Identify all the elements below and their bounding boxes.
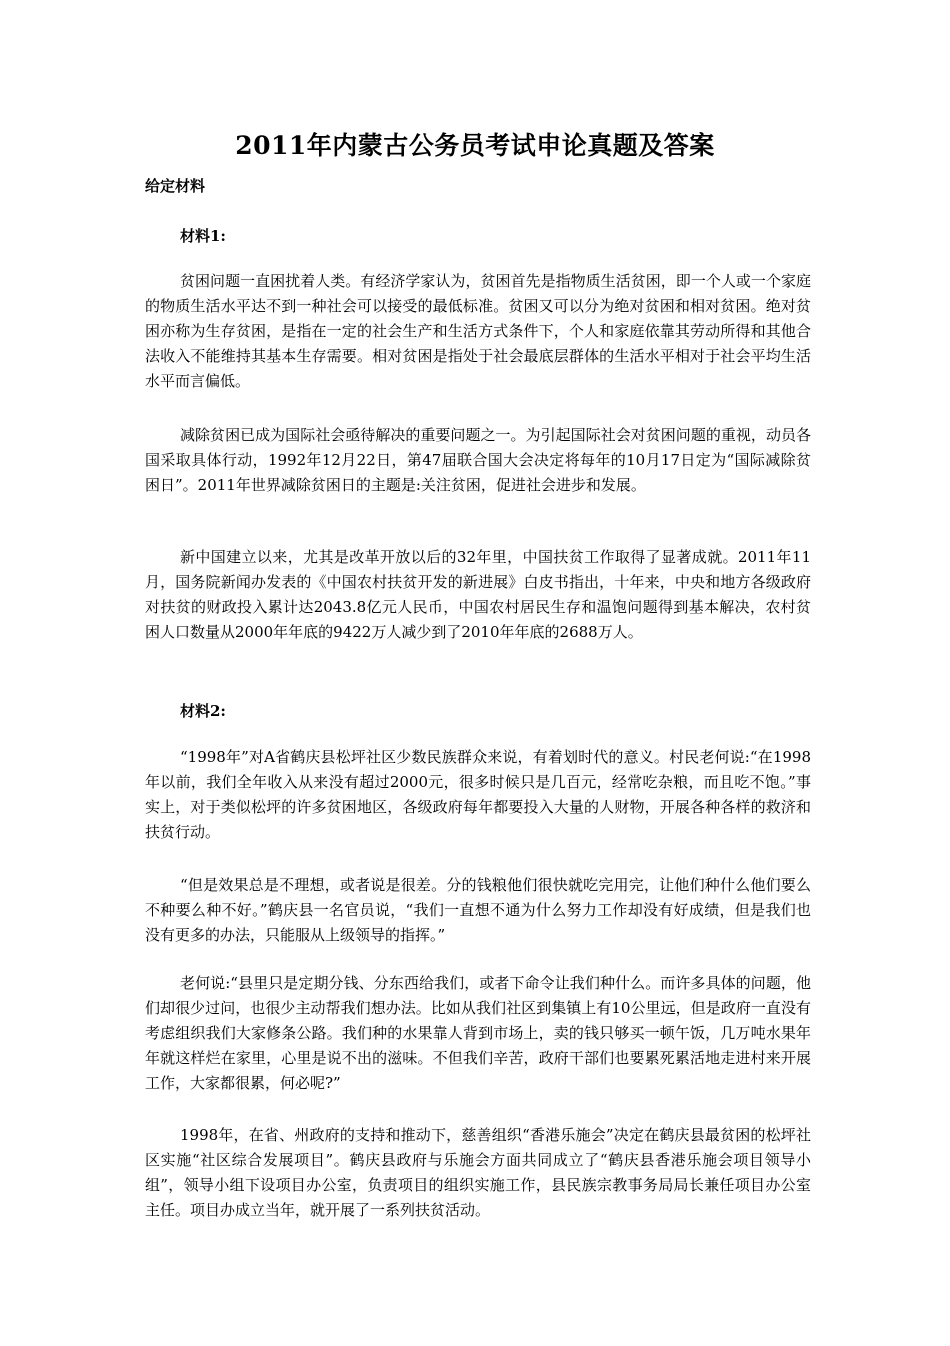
section-label-given-materials: 给定材料 xyxy=(145,177,206,195)
material-1-paragraph-3: 新中国建立以来，尤其是改革开放以后的32年里，中国扶贫工作取得了显著成就。2011年11月，国务院新闻办发表的《中国农村扶贫开发的新进展》白皮书指出，十年来，中央和地方各级政府对扶贫的财政投入累计达2043.8亿元人民币，中国农村居民生存和温饱问题得到基本解决，农村贫困人口数量从2000年年底的9422万人减少到了2010年年底的2688万人。 xyxy=(145,548,811,641)
material-1-paragraph-2: 减除贫困已成为国际社会亟待解决的重要问题之一。为引起国际社会对贫困问题的重视，动员各国采取具体行动，1992年12月22日，第47届联合国大会决定将每年的10月17日定为“国际减除贫困日”。2011年世界减除贫困日的主题是:关注贫困，促进社会进步和发展。 xyxy=(145,426,811,494)
material-1-label: 材料1: xyxy=(180,227,226,245)
material-2-paragraph-4: 1998年，在省、州政府的支持和推动下，慈善组织“香港乐施会”决定在鹤庆县最贫困的松坪社区实施“社区综合发展项目”。鹤庆县政府与乐施会方面共同成立了“鹤庆县香港乐施会项目领导小组”，领导小组下设项目办公室，负责项目的组织实施工作，县民族宗教事务局局长兼任项目办公室主任。项目办成立当年，就开展了一系列扶贫活动。 xyxy=(145,1126,811,1219)
material-1-paragraph-1: 贫困问题一直困扰着人类。有经济学家认为，贫困首先是指物质生活贫困，即一个人或一个家庭的物质生活水平达不到一种社会可以接受的最低标准。贫困又可以分为绝对贫困和相对贫困。绝对贫困亦称为生存贫困，是指在一定的社会生产和生活方式条件下，个人和家庭依靠其劳动所得和其他合法收入不能维持其基本生存需要。相对贫困是指处于社会最底层群体的生活水平相对于社会平均生活水平而言偏低。 xyxy=(145,272,811,390)
material-2-paragraph-2: “但是效果总是不理想，或者说是很差。分的钱粮他们很快就吃完用完，让他们种什么他们要么不种要么种不好。”鹤庆县一名官员说，“我们一直想不通为什么努力工作却没有好成绩，但是我们也没有更多的办法，只能服从上级领导的指挥。” xyxy=(145,876,811,944)
material-2-paragraph-1: “1998年”对A省鹤庆县松坪社区少数民族群众来说，有着划时代的意义。村民老何说:“在1998年以前，我们全年收入从来没有超过2000元，很多时候只是几百元，经常吃杂粮，而且吃不饱。”事实上，对于类似松坪的许多贫困地区，各级政府每年都要投入大量的人财物，开展各种各样的救济和扶贫行动。 xyxy=(145,748,811,841)
material-2-paragraph-3: 老何说:“县里只是定期分钱、分东西给我们，或者下命令让我们种什么。而许多具体的问题，他们却很少过问，也很少主动帮我们想办法。比如从我们社区到集镇上有10公里远，但是政府一直没有考虑组织我们大家修条公路。我们种的水果靠人背到市场上，卖的钱只够买一顿午饭，几万吨水果年年就这样烂在家里，心里是说不出的滋味。不但我们辛苦，政府干部们也要累死累活地走进村来开展工作，大家都很累，何必呢?” xyxy=(145,974,811,1092)
material-2-label: 材料2: xyxy=(180,702,226,720)
document-title: 2011年内蒙古公务员考试申论真题及答案 xyxy=(235,131,715,160)
